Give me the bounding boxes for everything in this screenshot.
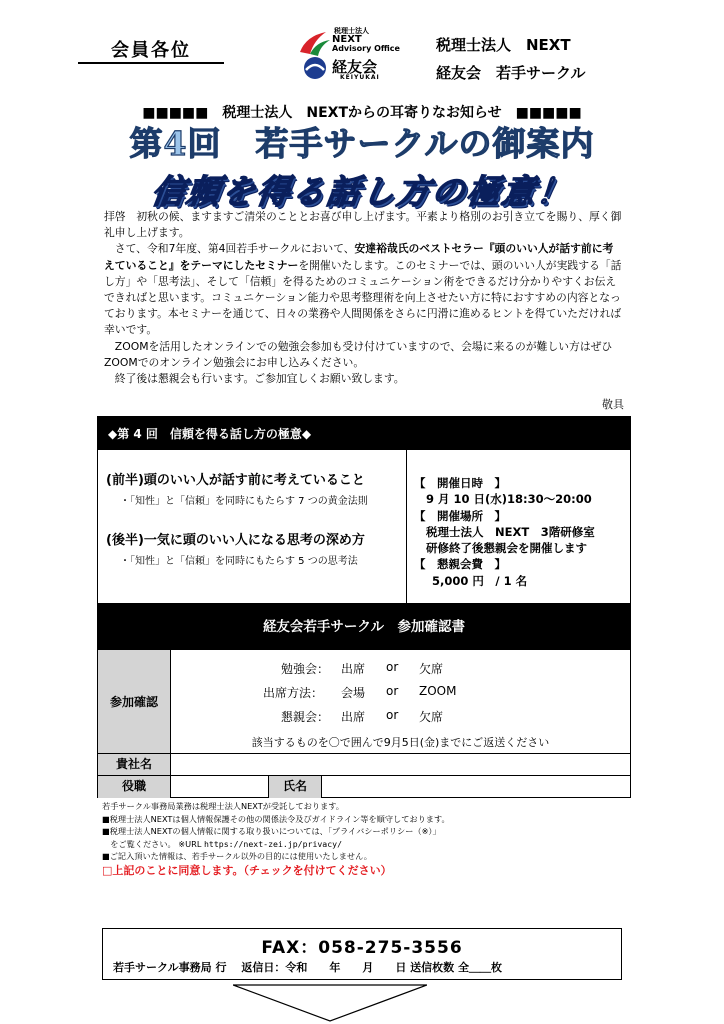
down-arrow-icon bbox=[233, 983, 427, 1023]
part1-subtitle: ・「知性」と「信頼」を同時にもたらす 7 つの黄金法則 bbox=[120, 496, 368, 507]
paragraph-2-post: を開催いたします。このセミナーでは、頭のいい人が実践する「話し方」や「思考法」、そして「信頼」を得るためのコミュニケーション術をできるだけ分かりやすくお伝えできればと思います。コミュニケーション能力や思考整理術を向上させたい方に特におすすめの内容となっております。本セミナーを通じて、日々の業務や人間関係をさらに円滑に進めるヒントを得ていただければ幸いです。 bbox=[104, 258, 622, 337]
date-label: 【 開催日時 】 bbox=[414, 476, 506, 490]
fine-line-4 bbox=[102, 838, 622, 851]
confirm-note: 該当するものを〇で囲んで9月5日(金)までにご返送ください bbox=[251, 736, 550, 749]
event-program bbox=[106, 469, 406, 567]
option-label: 懇親会： bbox=[281, 710, 330, 724]
fine-line-4-pre: をご覧ください。 ※URL bbox=[102, 838, 204, 849]
fee-label: 【 懇親会費 】 bbox=[414, 557, 506, 572]
paragraph-2-pre: さて、令和7年度、第4回若手サークルにおいて、 bbox=[104, 242, 355, 256]
title-line1: 第4回 若手サークルの御案内 bbox=[129, 124, 595, 163]
logo-advisory-text: Advisory Office bbox=[332, 44, 400, 53]
org-name-line1: 税理士法人 NEXT bbox=[436, 36, 571, 54]
option-row-method[interactable] bbox=[171, 684, 630, 700]
event-header: ◆第 4 回 信頼を得る話し方の極意◆ bbox=[98, 417, 630, 450]
option-b[interactable]: 欠席 bbox=[419, 710, 444, 724]
option-row-party[interactable] bbox=[171, 708, 630, 724]
position-field[interactable] bbox=[173, 776, 266, 798]
members-greeting: 会員各位 bbox=[111, 40, 191, 61]
confirm-options bbox=[171, 650, 630, 754]
keiyukai-logo-icon bbox=[300, 56, 330, 80]
option-a[interactable]: 出席 bbox=[341, 662, 366, 676]
letter-paragraph-2 bbox=[104, 241, 624, 338]
fine-line-2: ■税理士法人NEXTは個人情報保護その他の関係法令及びガイドライン等を順守しております。 bbox=[102, 813, 450, 824]
logo-top-text: 税理士法人 bbox=[334, 27, 369, 35]
logo-keiyukai-en-text: KEIYUKAI bbox=[340, 74, 380, 81]
venue-value: 税理士法人 NEXT 3階研修室 bbox=[426, 524, 595, 539]
agree-checkbox[interactable]: □上記のことに同意します。（チェックを付けてください） bbox=[102, 864, 392, 877]
notice-banner: ■■■■■ 税理士法人 NEXTからの耳寄りなお知らせ ■■■■■ bbox=[142, 105, 582, 121]
org-name-line2: 経友会 若手サークル bbox=[436, 64, 586, 82]
fee-value: 5,000 円 / 1 名 bbox=[432, 573, 528, 588]
option-label: 勉強会： bbox=[281, 662, 330, 676]
logo bbox=[296, 26, 406, 82]
option-a[interactable]: 会場 bbox=[341, 686, 366, 700]
header bbox=[0, 0, 724, 100]
event-details bbox=[414, 475, 630, 589]
confirm-form bbox=[97, 650, 631, 798]
date-value: 9 月 10 日(水)18:30～20:00 bbox=[426, 492, 592, 507]
option-b[interactable]: ZOOM bbox=[419, 684, 457, 698]
part2-subtitle: ・「知性」と「信頼」を同時にもたらす 5 つの思考法 bbox=[120, 556, 358, 567]
option-label: 出席方法： bbox=[263, 686, 324, 700]
fax-box bbox=[102, 928, 622, 980]
part2-title: (後半)一気に頭のいい人になる思考の深め方 bbox=[106, 533, 365, 548]
position-row bbox=[98, 776, 630, 798]
option-or: or bbox=[386, 684, 399, 698]
part1-title: (前半)頭のいい人が話す前に考えていること bbox=[106, 473, 365, 488]
letter-paragraph-4: 終了後は懇親会も行います。ご参加宜しくお願い致します。 bbox=[104, 372, 405, 386]
confirm-label: 参加確認 bbox=[98, 650, 171, 754]
members-underline bbox=[78, 62, 224, 64]
letter-paragraph-1: 拝啓 初秋の候、ますますご清栄のこととお喜び申し上げます。平素より格別のお引き立てを賜り、厚く御礼申し上げます。 bbox=[104, 210, 622, 240]
company-label: 貴社名 bbox=[98, 754, 171, 775]
confirm-header: 経友会若手サークル 参加確認書 bbox=[97, 604, 631, 650]
letter-body bbox=[104, 209, 624, 387]
position-label: 役職 bbox=[98, 776, 171, 798]
next-logo-icon bbox=[296, 28, 332, 58]
program-spacer bbox=[106, 507, 406, 529]
company-row bbox=[98, 754, 630, 776]
option-b[interactable]: 欠席 bbox=[419, 662, 444, 676]
name-field[interactable] bbox=[324, 776, 628, 798]
option-row-study[interactable] bbox=[171, 660, 630, 676]
fine-line-1: 若手サークル事務局業務は税理士法人NEXTが受託しております。 bbox=[102, 801, 344, 811]
privacy-url[interactable]: https://next-zei.jp/privacy/ bbox=[204, 838, 343, 849]
event-box bbox=[97, 416, 631, 604]
option-a[interactable]: 出席 bbox=[341, 710, 366, 724]
fine-line-3: ■税理士法人NEXTの個人情報に関する取り扱いについては、「プライバシーポリシー（※）」 bbox=[102, 826, 441, 836]
option-or: or bbox=[386, 708, 399, 722]
logo-keiyukai-text: 経友会 bbox=[332, 58, 378, 76]
logo-next-text: NEXT bbox=[332, 34, 362, 45]
letter-paragraph-3: ZOOMを活用したオンラインでの勉強会参加も受け付けていますので、会場に来るのが難しい方はぜひZOOMでのオンライン勉強会にお申し込みください。 bbox=[104, 339, 613, 369]
option-or: or bbox=[386, 660, 399, 674]
fax-reply-line: 若手サークル事務局 行 返信日：令和 年 月 日 送信枚数 全＿＿枚 bbox=[113, 961, 502, 974]
venue-note: 研修終了後懇親会を開催します bbox=[426, 541, 587, 556]
paragraph-2-bold: 安達裕哉氏のベストセラー『頭のいい人が話す前に考えていること』をテーマにしたセミナー bbox=[104, 242, 614, 272]
fax-number: FAX：058-275-3556 bbox=[261, 938, 463, 958]
fine-line-5: ■ご記入頂いた情報は、若手サークル以外の目的には使用いたしません。 bbox=[102, 851, 372, 861]
closing-word: 敬具 bbox=[602, 398, 624, 411]
venue-label: 【 開催場所 】 bbox=[414, 508, 506, 523]
event-divider bbox=[406, 450, 407, 603]
fine-print bbox=[102, 800, 622, 863]
company-field[interactable] bbox=[173, 754, 628, 775]
name-label: 氏名 bbox=[268, 776, 322, 798]
title-line2: 信頼を得る話し方の極意！ bbox=[148, 172, 575, 211]
